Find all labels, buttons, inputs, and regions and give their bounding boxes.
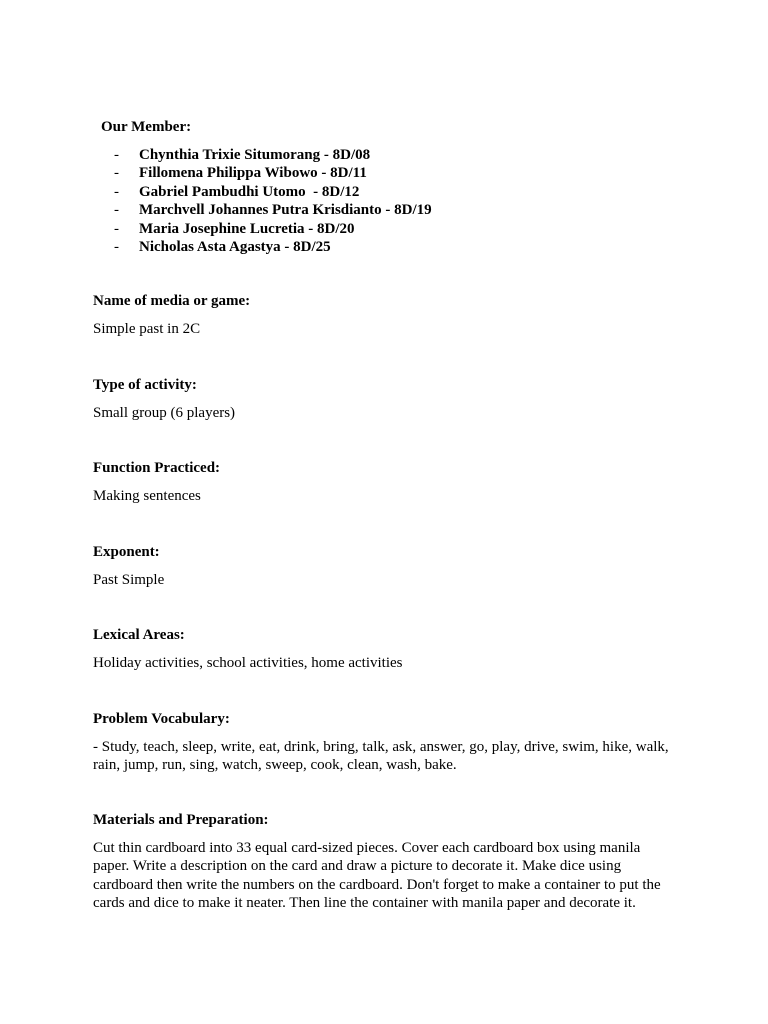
section-lexical-areas [93, 626, 673, 672]
section-heading: Exponent: [93, 544, 160, 560]
list-dash: - [114, 183, 119, 200]
members-heading: Our Member: [101, 119, 192, 135]
section-type-of-activity [93, 376, 673, 422]
section-problem-vocabulary [93, 710, 673, 775]
list-item [114, 238, 432, 256]
section-body: Past Simple [93, 572, 165, 588]
section-heading: Type of activity: [93, 377, 197, 393]
member-name: Fillomena Philippa Wibowo - 8D/11 [139, 165, 367, 182]
section-heading: Lexical Areas: [93, 627, 185, 643]
member-name: Chynthia Trixie Situmorang - 8D/08 [139, 147, 371, 163]
list-item [114, 164, 432, 182]
section-body: Simple past in 2C [93, 321, 201, 337]
section-function-practiced [93, 459, 673, 505]
section-body: - Study, teach, sleep, write, eat, drink, bring, talk, ask, answer, go, play, drive, swim, hike, walk, rain, jump, run, sing, watch, sweep, cook, clean, wash, bake. [93, 739, 669, 774]
member-name: Maria Josephine Lucretia - 8D/20 [139, 220, 355, 237]
section-heading: Materials and Preparation: [93, 812, 269, 828]
section-name-of-media [93, 292, 673, 338]
list-item [114, 201, 432, 219]
list-item [114, 220, 432, 238]
member-name: Gabriel Pambudhi Utomo - 8D/12 [139, 183, 360, 200]
list-dash: - [114, 202, 119, 219]
member-list [114, 146, 432, 256]
section-body: Holiday activities, school activities, home activities [93, 655, 403, 671]
list-dash: - [114, 238, 119, 255]
list-dash: - [114, 220, 119, 237]
section-body: Cut thin cardboard into 33 equal card-sized pieces. Cover each cardboard box using manila paper. Write a description on the card and draw a picture to decorate it. Make dice using cardboard then write the numbers on the cardboard. Don't forget to make a container to put the cards and dice to make it neater. Then line the container with manila paper and decorate it. [93, 840, 661, 912]
section-exponent [93, 543, 673, 589]
member-name: Marchvell Johannes Putra Krisdianto - 8D/19 [139, 202, 432, 219]
section-body: Small group (6 players) [93, 405, 236, 421]
section-materials-preparation [93, 811, 673, 913]
section-body: Making sentences [93, 488, 201, 504]
section-heading: Function Practiced: [93, 460, 221, 476]
member-name: Nicholas Asta Agastya - 8D/25 [139, 238, 331, 255]
list-dash: - [114, 165, 119, 182]
list-item [114, 183, 432, 201]
list-dash: - [114, 147, 119, 163]
section-heading: Problem Vocabulary: [93, 711, 230, 727]
list-item [114, 146, 432, 164]
section-heading: Name of media or game: [93, 293, 251, 309]
